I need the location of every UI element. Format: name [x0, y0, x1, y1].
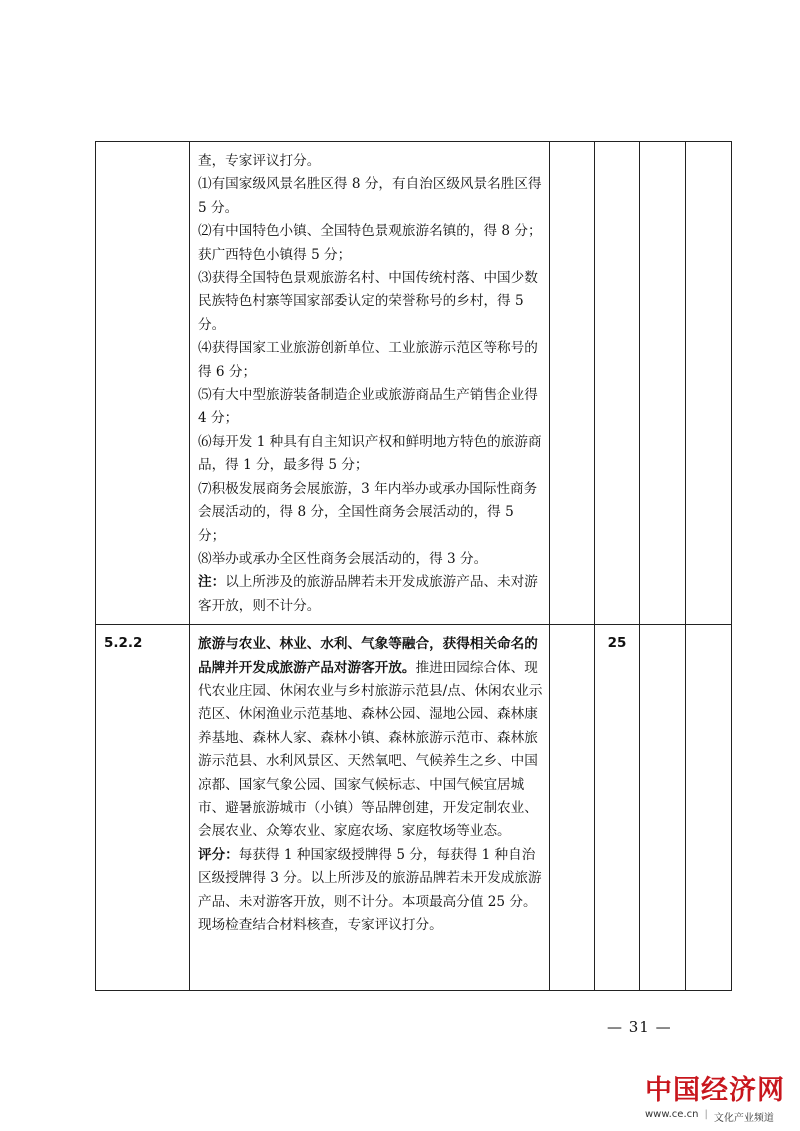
criteria-line: ⑻举办或承办全区性商务会展活动的，得 3 分。	[198, 550, 488, 567]
evaluation-text: 每获得 1 种国家级授牌得 5 分，每获得 1 种自治区级授牌得 3 分。以上所涉及的旅游品牌若未开发成旅游产品、未对游客开放，则不计分。本项最高分值 25 分。现场检查结合材料核查，专家评议打分。	[198, 846, 542, 933]
table-row	[96, 142, 732, 625]
blank-cell	[640, 142, 686, 625]
blank-cell	[686, 625, 732, 991]
criteria-line: ⑸有大中型旅游装备制造企业或旅游商品生产销售企业得 4 分；	[198, 387, 538, 427]
criteria-line: 查，专家评议打分。	[198, 153, 321, 169]
code-cell	[96, 625, 190, 991]
item-code: 5.2.2	[104, 635, 143, 652]
criteria-line: ⑹每开发 1 种具有自主知识产权和鲜明地方特色的旅游商品，得 1 分，最多得 5 分；	[198, 433, 542, 474]
logo-text: 中国经济网	[645, 1075, 785, 1106]
blank-cell	[550, 625, 595, 991]
blank-cell	[595, 142, 640, 625]
criteria-line: ⑶获得全国特色景观旅游名村、中国传统村落、中国少数民族特色村寨等国家部委认定的荣誉称号的乡村，得 5 分。	[198, 270, 538, 333]
code-cell	[96, 142, 190, 625]
logo-separator: |	[704, 1109, 708, 1120]
table-row	[96, 625, 732, 991]
score-cell	[595, 625, 640, 991]
criteria-line: ⑷获得国家工业旅游创新单位、工业旅游示范区等称号的得 6 分；	[198, 340, 538, 380]
score-cell	[550, 142, 595, 625]
page-number: — 31 —	[607, 1018, 672, 1036]
criteria-line: ⑺积极发展商务会展旅游，3 年内举办或承办国际性商务会展活动的，得 8 分，全国性商务会展活动的，得 5 分；	[198, 480, 538, 544]
criteria-cell	[190, 625, 550, 991]
criteria-bold-text: 旅游与农业、林业、水利、气象等融合，获得相关命名的品牌并开发成旅游产品对游客开放。	[198, 636, 538, 676]
blank-cell	[640, 625, 686, 991]
logo-url: www.ce.cn	[645, 1109, 699, 1120]
note	[198, 571, 543, 618]
logo-channel: 文化产业频道	[713, 1113, 774, 1124]
criteria-cell	[190, 142, 550, 625]
criteria-paragraph	[198, 633, 543, 844]
watermark-logo	[645, 1068, 795, 1124]
note-text: 以上所涉及的旅游品牌若未开发成旅游产品、未对游客开放，则不计分。	[198, 574, 538, 614]
logo-subline	[645, 1109, 795, 1124]
note-label: 注：	[198, 574, 226, 591]
item-score: 25	[607, 635, 627, 652]
evaluation-label: 评分：	[198, 846, 239, 863]
blank-cell	[686, 142, 732, 625]
evaluation	[198, 844, 543, 938]
criteria-line: ⑵有中国特色小镇、全国特色景观旅游名镇的，得 8 分；获广西特色小镇得 5 分；	[198, 223, 542, 263]
scoring-table	[95, 141, 732, 991]
criteria-line: ⑴有国家级风景名胜区得 8 分，有自治区级风景名胜区得 5 分。	[198, 176, 542, 216]
criteria-body-text: 推进田园综合体、现代农业庄园、休闲农业与乡村旅游示范县/点、休闲农业示范区、休闲渔业示范基地、森林公园、湿地公园、森林康养基地、森林人家、森林小镇、森林旅游示范市、森林旅游示范县、水利风景区、天然氧吧、气候养生之乡、中国凉都、国家气象公园、国家气候标志、中国气候宜居城市、避暑旅游城市（小镇）等品牌创建，开发定制农业、会展农业、众筹农业、家庭农场、家庭牧场等业态。	[198, 659, 543, 840]
